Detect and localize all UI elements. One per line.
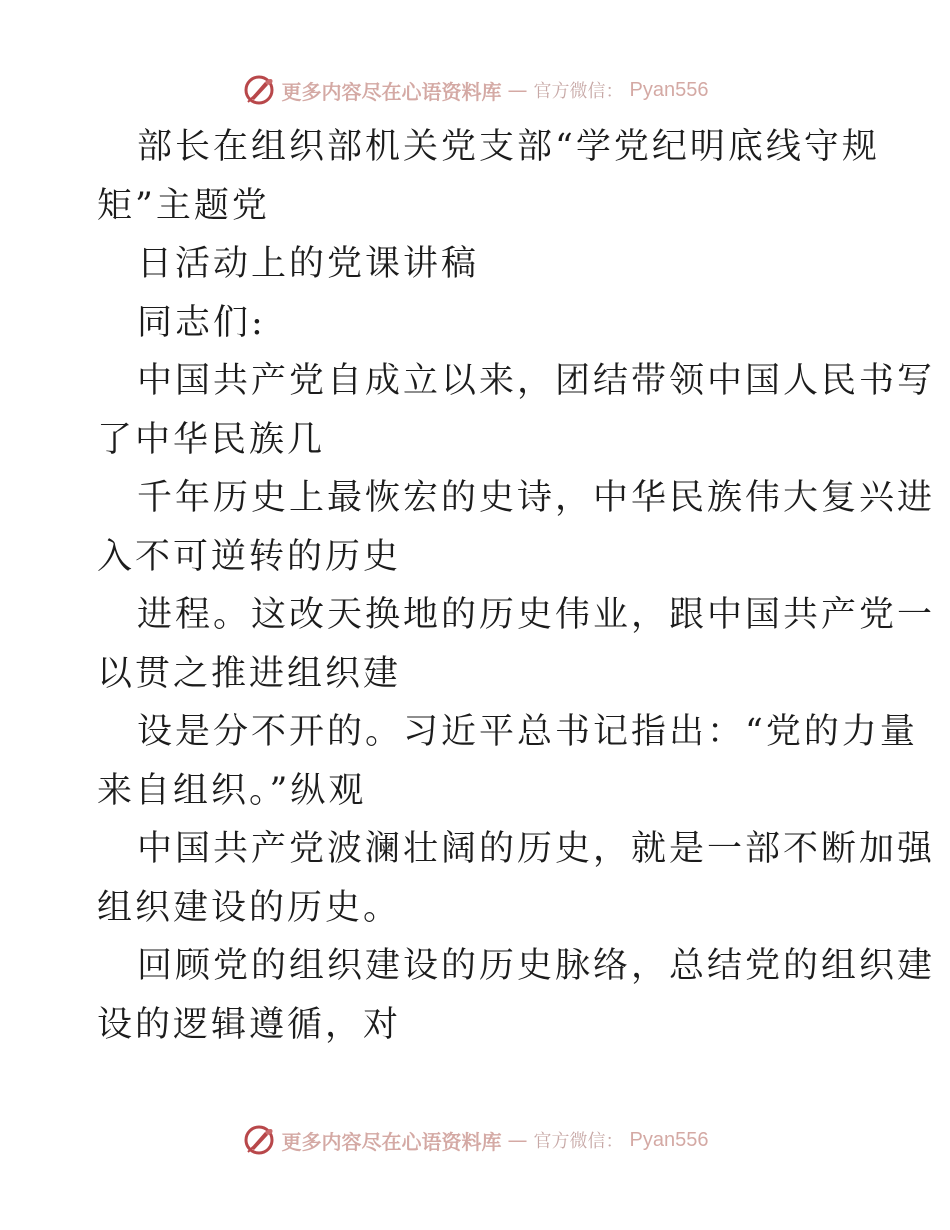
- header-watermark-banner: [0, 70, 950, 110]
- text-line: 中国共产党自成立以来，团结带领中国人民书写: [137, 361, 936, 401]
- footer-watermark-banner: [0, 1120, 950, 1160]
- text-line: 来自组织。”纵观: [97, 770, 367, 811]
- wechat-id: Pyan556: [629, 1128, 709, 1151]
- wechat-id: Pyan556: [629, 78, 709, 101]
- text-line: 千年历史上最恢宏的史诗，中华民族伟大复兴进: [137, 478, 936, 518]
- text-line: 回顾党的组织建设的历史脉络，总结党的组织建: [137, 946, 936, 986]
- promo-text: 更多内容尽在心语资料库: [281, 1129, 502, 1154]
- text-line-salutation: 同志们:: [137, 302, 266, 343]
- text-line: 设的逻辑遵循，对: [97, 1004, 402, 1045]
- official-wechat-label: 官方微信：: [533, 81, 624, 102]
- text-line-title-3: 日活动上的党课讲稿: [137, 244, 480, 284]
- text-line-title-2: 矩”主题党: [97, 185, 270, 226]
- text-line: 组织建设的历史。: [97, 887, 402, 928]
- quill-pen-logo-icon: [242, 1123, 276, 1157]
- separator-dash: —: [507, 78, 528, 102]
- separator-dash: —: [507, 1128, 528, 1152]
- text-line: 设是分不开的。习近平总书记指出：“党的力量: [137, 712, 918, 752]
- quill-pen-logo-icon: [242, 73, 276, 107]
- text-line: 入不可逆转的历史: [97, 536, 402, 577]
- text-line: 了中华民族几: [97, 419, 326, 460]
- document-body: [97, 118, 936, 1054]
- text-line: 中国共产党波澜壮阔的历史，就是一部不断加强: [137, 829, 936, 869]
- text-line-title-1: 部长在组织部机关党支部“学党纪明底线守规: [137, 127, 880, 167]
- text-line: 以贯之推进组织建: [97, 653, 402, 694]
- text-line: 进程。这改天换地的历史伟业，跟中国共产党一: [137, 595, 936, 635]
- official-wechat-label: 官方微信：: [533, 1131, 624, 1152]
- promo-text: 更多内容尽在心语资料库: [281, 79, 502, 104]
